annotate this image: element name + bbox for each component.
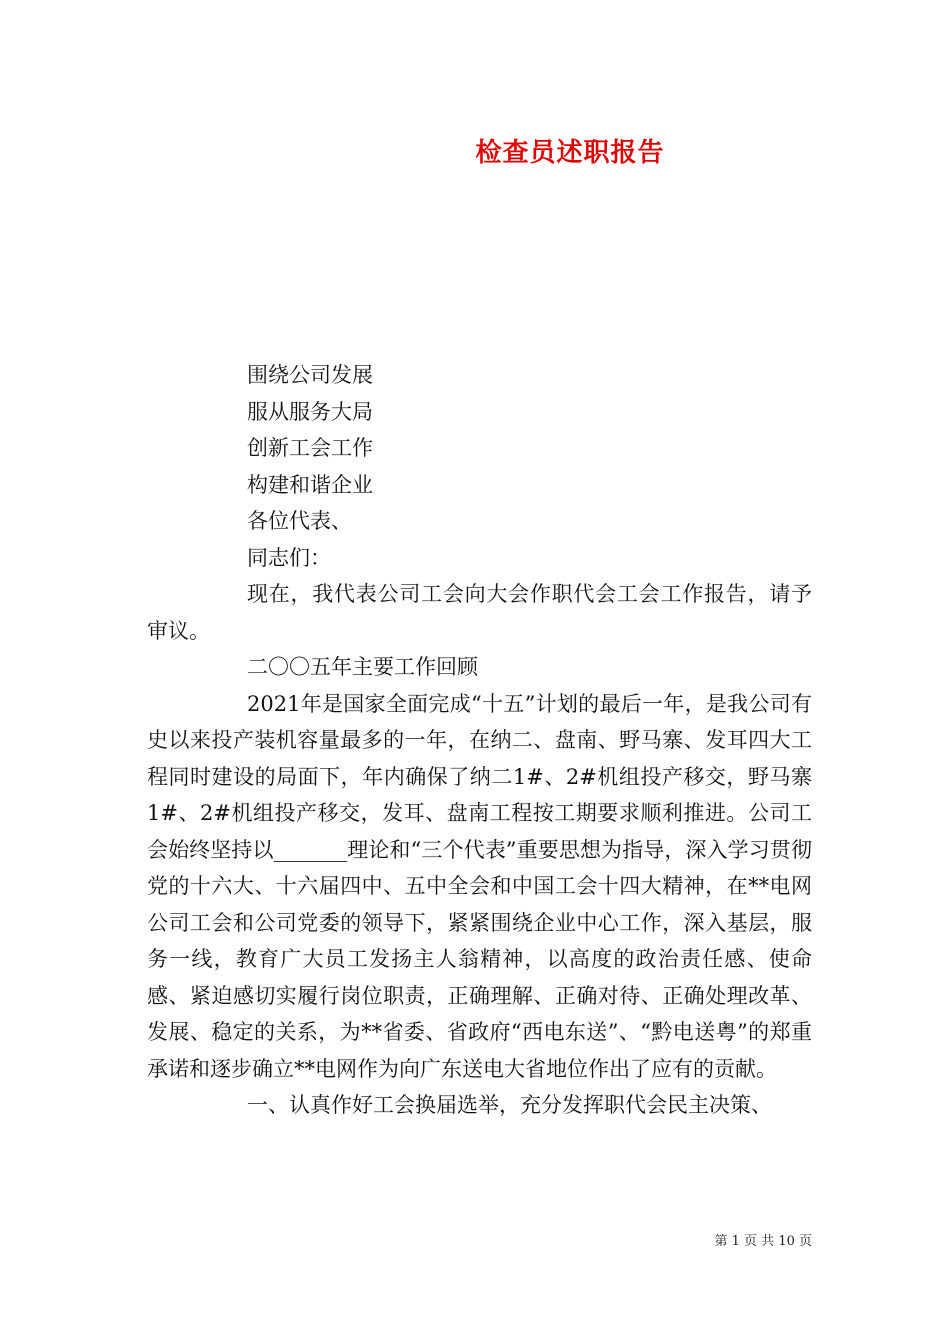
review-paragraph: 2021年是国家全面完成“十五”计划的最后一年，是我公司有史以来投产装机容量最多的一年，在纳二、盘南、野马寨、发耳四大工程同时建设的局面下，年内确保了纳二1#、2#机组投产移交，野马寨1#、2#机组投产移交，发耳、盘南工程按工期要求顺利推进。公司工会始终坚持以_______理论和“三个代表”重要思想为指导，深入学习贯彻党的十六大、十六届四中、五中全会和中国工会十四大精神，在**电网公司工会和公司党委的领导下，紧紧围绕企业中心工作，深入基层，服务一线，教育广大员工发扬主人翁精神，以高度的政治责任感、使命感、紧迫感切实履行岗位职责，正确理解、正确对待、正确处理改革、发展、稳定的关系，为**省委、省政府“西电东送”、“黔电送粤”的郑重承诺和逐步确立**电网作为向广东送电大省地位作出了应有的贡献。: [147, 691, 812, 1081]
salutation-line: 各位代表、: [247, 509, 352, 533]
page-footer: 第 1 页 共 10 页: [714, 1234, 812, 1249]
body-line: 服从服务大局: [247, 399, 373, 424]
body-line: 创新工会工作: [247, 436, 373, 460]
section-heading: 二〇〇五年主要工作回顾: [247, 655, 478, 679]
body-line: 构建和谐企业: [247, 472, 373, 497]
intro-paragraph: 现在，我代表公司工会向大会作职代会工会工作报告，请予审议。: [147, 582, 812, 643]
document-title: 检查员述职报告: [475, 138, 665, 168]
salutation-line: 同志们：: [247, 545, 331, 570]
document-body: [147, 357, 812, 1124]
body-line: 围绕公司发展: [247, 363, 373, 387]
section-one-heading: 一、认真作好工会换届选举，充分发挥职代会民主决策、: [247, 1093, 772, 1117]
